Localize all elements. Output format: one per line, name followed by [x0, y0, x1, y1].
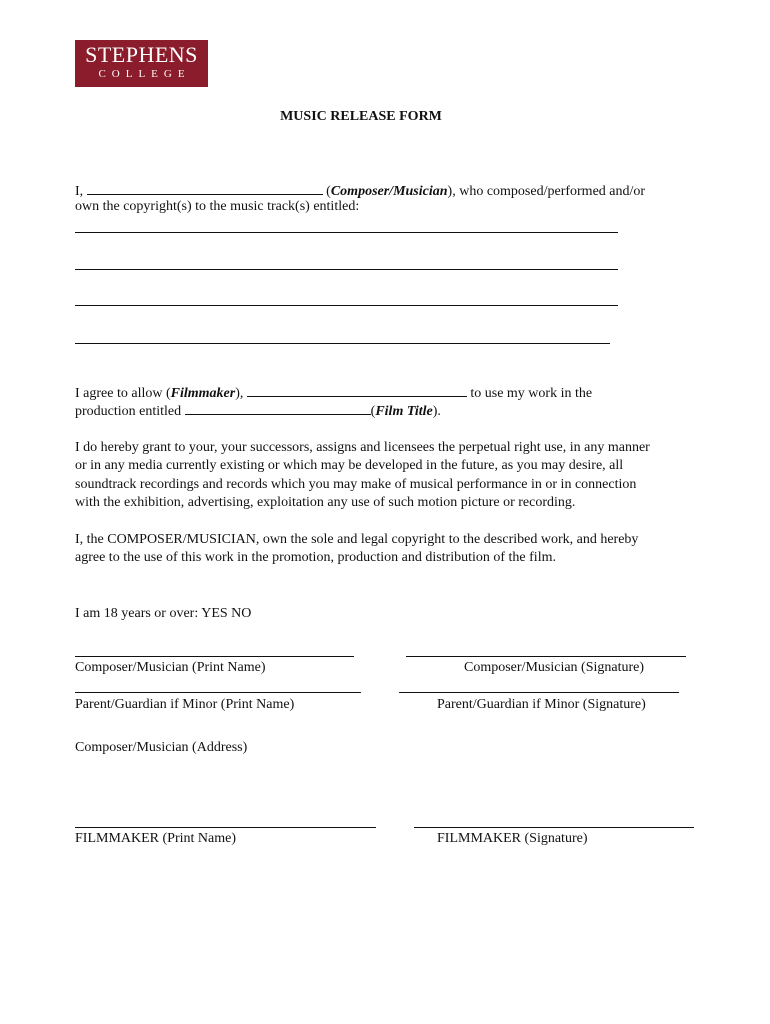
intro-prefix: I, — [75, 184, 84, 199]
filmmaker-name-blank[interactable] — [247, 382, 467, 397]
composer-line-2: agree to the use of this work in the promotion, production and distribution of the film. — [75, 550, 556, 565]
age-question: I am 18 years or over: YES NO — [75, 606, 252, 621]
parent-print-line[interactable] — [75, 692, 361, 693]
parent-print-label: Parent/Guardian if Minor (Print Name) — [75, 697, 295, 712]
composer-signature-label: Composer/Musician (Signature) — [464, 660, 645, 675]
composer-name-blank[interactable] — [87, 180, 323, 195]
production-prefix: production entitled — [75, 404, 182, 419]
intro-rest: ), who composed/performed and/or — [447, 184, 646, 199]
filmmaker-signature-line[interactable] — [414, 827, 694, 828]
grant-line-3: soundtrack recordings and records which you may make of musical performance in or in connection — [75, 477, 637, 492]
parent-signature-line[interactable] — [399, 692, 679, 693]
production-end: ). — [432, 404, 441, 419]
filmmaker-print-line[interactable] — [75, 827, 376, 828]
logo-line1: STEPHENS — [85, 42, 198, 67]
composer-signature-line[interactable] — [406, 656, 686, 657]
composer-line-1: I, the COMPOSER/MUSICIAN, own the sole and legal copyright to the described work, and hereby — [75, 532, 639, 547]
production-line: production entitled (Film Title). — [75, 400, 441, 421]
form-title: MUSIC RELEASE FORM — [280, 109, 442, 124]
film-title-label: Film Title — [375, 404, 433, 419]
composer-print-line[interactable] — [75, 656, 354, 657]
filmmaker-print-label: FILMMAKER (Print Name) — [75, 831, 236, 846]
grant-line-4: with the exhibition, advertising, exploitation any use of such motion picture or recording. — [75, 495, 576, 510]
allow-prefix: I agree to allow ( — [75, 386, 171, 401]
grant-line-2: or in any media currently existing or which may be developed in the future, as you may desire, all — [75, 458, 624, 473]
allow-mid: ), — [235, 386, 244, 401]
track-title-line-3[interactable] — [75, 305, 618, 306]
composer-intro-line: I, (Composer/Musician), who composed/performed and/or — [75, 180, 645, 201]
filmmaker-signature-label: FILMMAKER (Signature) — [437, 831, 588, 846]
filmmaker-role: Filmmaker — [170, 386, 236, 401]
track-title-line-4[interactable] — [75, 343, 610, 344]
logo-line2: COLLEGE — [98, 68, 191, 80]
grant-line-1: I do hereby grant to your, your successors, assigns and licensees the perpetual right use, in any manner — [75, 440, 650, 455]
allow-suffix: to use my work in the — [470, 386, 593, 401]
film-title-blank[interactable] — [185, 400, 371, 415]
parent-signature-label: Parent/Guardian if Minor (Signature) — [437, 697, 646, 712]
track-title-line-1[interactable] — [75, 232, 618, 233]
track-title-line-2[interactable] — [75, 269, 618, 270]
composer-print-label: Composer/Musician (Print Name) — [75, 660, 266, 675]
copyright-line: own the copyright(s) to the music track(s) entitled: — [75, 199, 360, 214]
composer-address-label: Composer/Musician (Address) — [75, 740, 248, 755]
composer-role: Composer/Musician — [330, 184, 448, 199]
stephens-college-logo — [75, 40, 208, 87]
